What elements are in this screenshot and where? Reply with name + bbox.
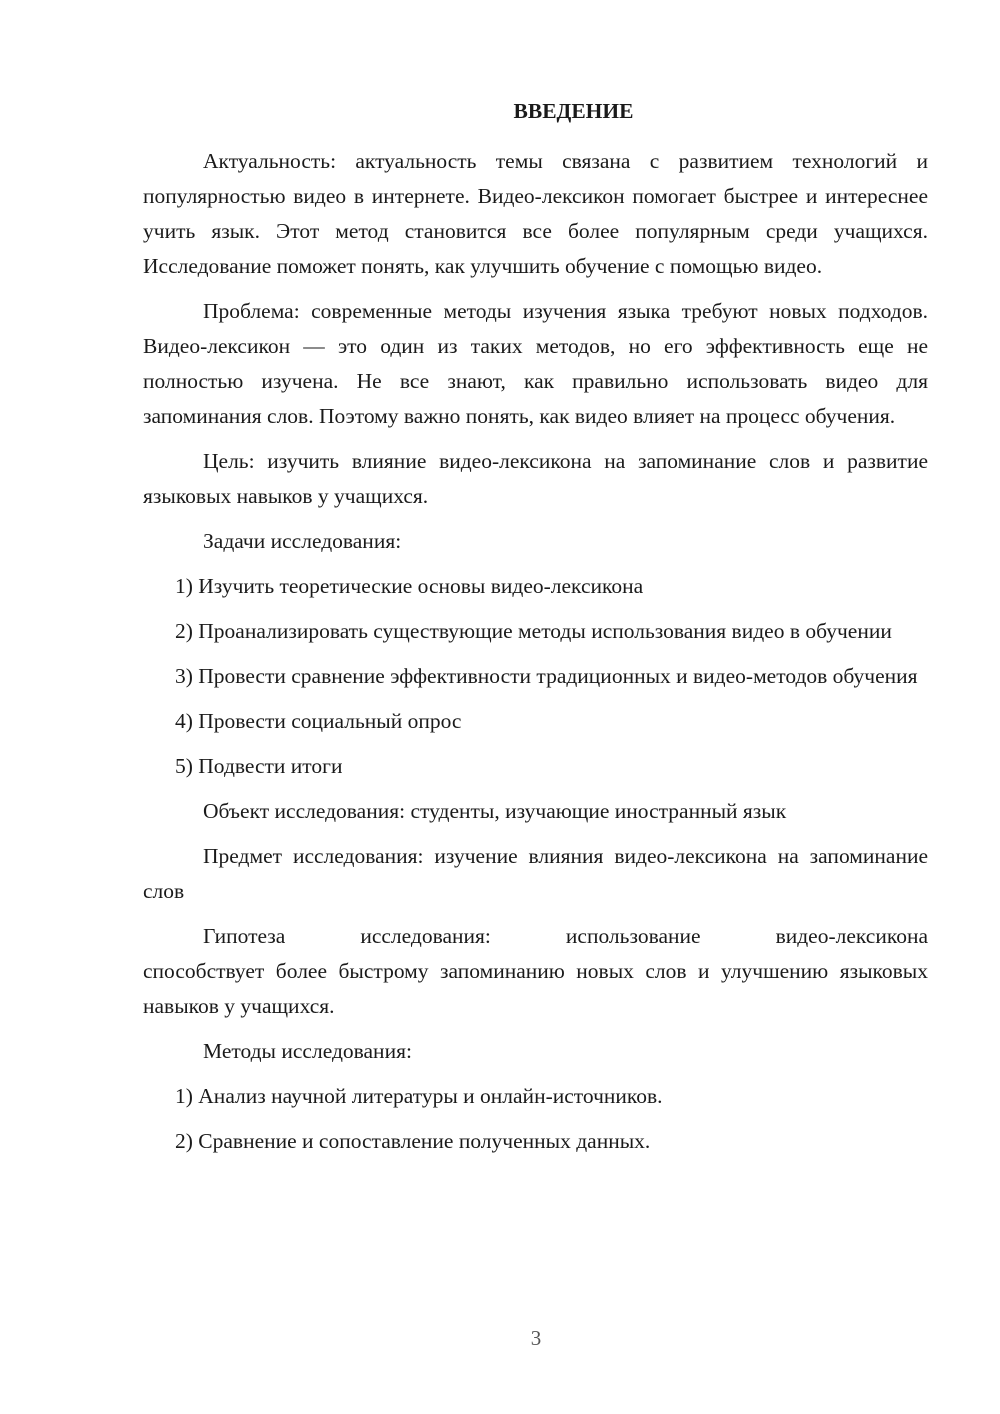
relevance-paragraph: Актуальность: актуальность темы связана с развитием технологий и популярностью видео в интернете. Видео-лексикон помогает быстрее и интереснее учить язык. Этот метод становится все более популярным среди учащихся. Исследование поможет понять, как улучшить обучение с помощью видео.	[143, 149, 928, 278]
task-item: 4) Провести социальный опрос	[175, 709, 462, 733]
task-item: 2) Проанализировать существующие методы использования видео в обучении	[175, 619, 892, 643]
task-item: 5) Подвести итоги	[175, 754, 343, 778]
section-title: ВВЕДЕНИЕ	[513, 99, 634, 123]
page-number: 3	[530, 1326, 542, 1350]
method-item: 2) Сравнение и сопоставление полученных данных.	[175, 1129, 651, 1153]
document-page	[143, 94, 928, 1169]
hypothesis-paragraph	[143, 919, 928, 1024]
task-item: 1) Изучить теоретические основы видео-лексикона	[175, 574, 644, 598]
object-paragraph: Объект исследования: студенты, изучающие иностранный язык	[203, 799, 787, 823]
method-item: 1) Анализ научной литературы и онлайн-источников.	[175, 1084, 663, 1108]
methods-heading: Методы исследования:	[203, 1039, 412, 1063]
hypothesis-first-line: Гипотеза исследования: использование видео-лексикона	[203, 924, 928, 948]
goal-paragraph: Цель: изучить влияние видео-лексикона на запоминание слов и развитие языковых навыков у учащихся.	[143, 449, 928, 508]
problem-paragraph: Проблема: современные методы изучения языка требуют новых подходов. Видео-лексикон — это один из таких методов, но его эффективность еще не полностью изучена. Не все знают, как правильно использовать видео для запоминания слов. Поэтому важно понять, как видео влияет на процесс обучения.	[143, 299, 928, 428]
subject-paragraph: Предмет исследования: изучение влияния видео-лексикона на запоминание слов	[143, 844, 928, 903]
tasks-heading: Задачи исследования:	[203, 529, 402, 553]
task-item: 3) Провести сравнение эффективности традиционных и видео-методов обучения	[175, 664, 918, 688]
hypothesis-rest: способствует более быстрому запоминанию новых слов и улучшению языковых навыков у учащихся.	[143, 959, 928, 1018]
